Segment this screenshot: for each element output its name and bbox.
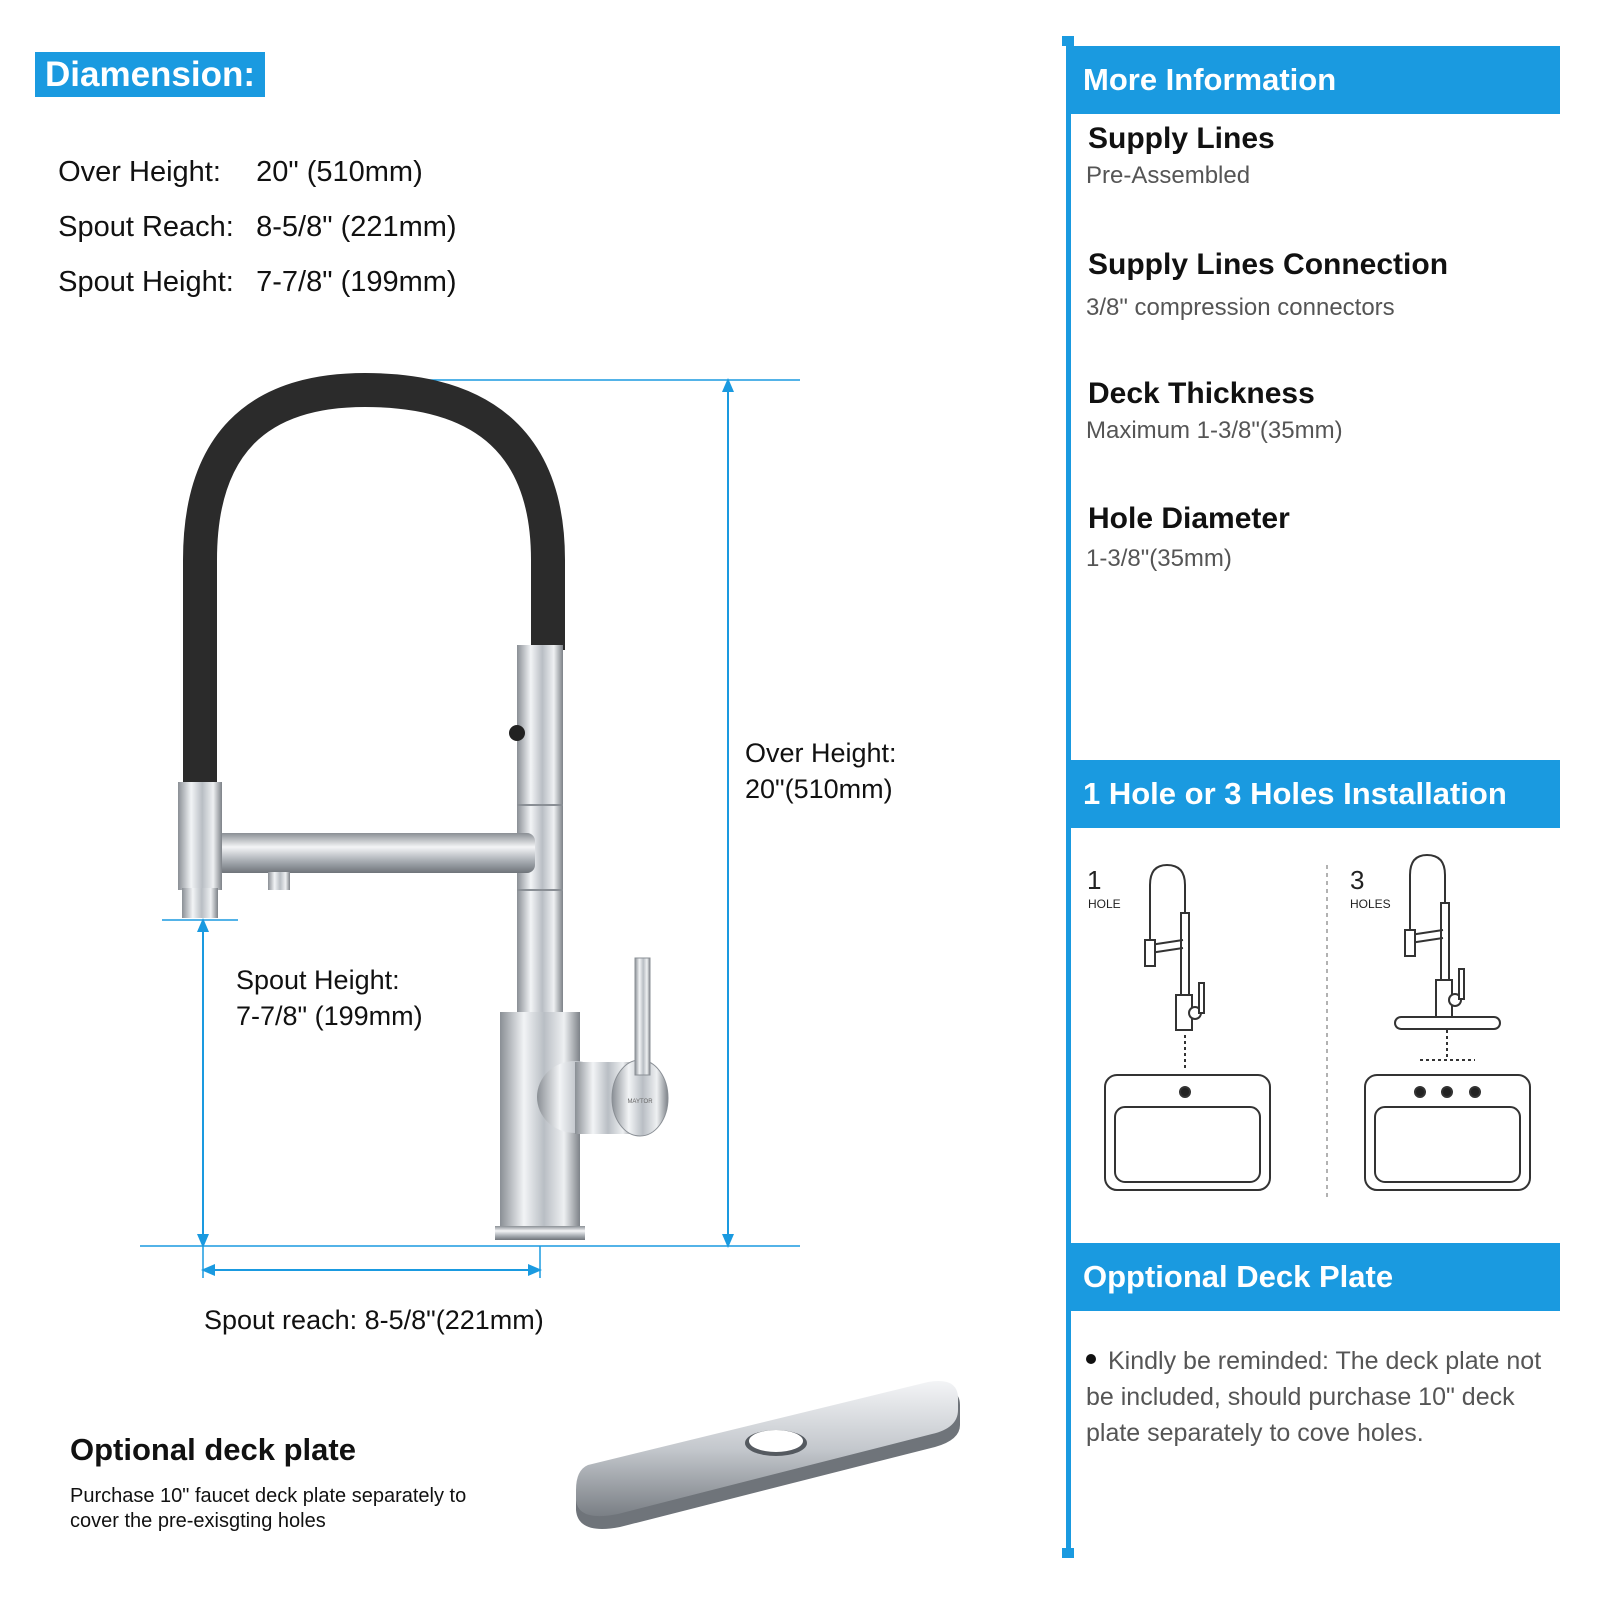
callout-line: Over Height: — [745, 738, 897, 768]
bullet-icon — [1086, 1354, 1096, 1364]
spec-label: Spout Reach: — [58, 211, 234, 243]
one-hole-faucet-icon — [1105, 865, 1270, 1190]
callout-line: 7-7/8" (199mm) — [236, 1001, 423, 1031]
callout-line: 20"(510mm) — [745, 774, 893, 804]
callout-spout-height — [236, 962, 423, 1034]
three-holes-faucet-icon — [1365, 855, 1530, 1190]
faucet-arm — [215, 833, 535, 873]
info-label-deck-thickness: Deck Thickness — [1088, 377, 1315, 410]
handle-lever — [635, 958, 650, 1075]
dimension-lines — [140, 378, 800, 1278]
three-holes-caption: HOLES — [1350, 897, 1391, 911]
divider-cap-bottom — [1062, 1548, 1074, 1558]
installation-header: 1 Hole or 3 Holes Installation — [1071, 760, 1560, 828]
divider-cap-top — [1062, 36, 1074, 46]
info-label-hole-diameter: Hole Diameter — [1088, 502, 1290, 535]
info-value-supply-lines-connection: 3/8" compression connectors — [1086, 294, 1395, 321]
hose — [200, 390, 548, 790]
spec-label: Over Height: — [58, 156, 221, 188]
deck-plate-image — [576, 1381, 960, 1529]
info-value-deck-thickness: Maximum 1-3/8"(35mm) — [1086, 417, 1343, 444]
three-holes-number: 3 — [1350, 865, 1365, 895]
dimension-title: Diamension: — [35, 52, 265, 97]
callout-spout-reach: Spout reach: 8-5/8"(221mm) — [204, 1305, 544, 1335]
info-value-supply-lines: Pre-Assembled — [1086, 162, 1251, 189]
callout-line: Spout Height: — [236, 965, 400, 995]
deck-plate-note-text: Kindly be reminded: The deck plate not be included, should purchase 10" deck plate separately to cove holes. — [1086, 1347, 1542, 1447]
spray-head — [178, 782, 222, 890]
callout-over-height — [745, 735, 897, 807]
info-value-hole-diameter: 1-3/8"(35mm) — [1086, 545, 1232, 572]
deck-plate-note — [1086, 1343, 1546, 1451]
installation-diagrams — [1075, 845, 1560, 1205]
deck-plate-title: Optional deck plate — [70, 1432, 356, 1467]
one-hole-caption: HOLE — [1088, 897, 1121, 911]
spec-value: 7-7/8" (199mm) — [256, 266, 457, 298]
spec-label: Spout Height: — [58, 266, 234, 298]
deck-plate-description: Purchase 10" faucet deck plate separately to cover the pre-exisgting holes — [70, 1485, 467, 1532]
one-hole-number: 1 — [1087, 865, 1102, 895]
optional-deck-plate-header: Opptional Deck Plate — [1071, 1243, 1560, 1311]
spec-value: 20" (510mm) — [256, 156, 423, 188]
faucet-brand: MAYTOR — [627, 1099, 653, 1105]
more-information-header: More Information — [1071, 46, 1560, 114]
spec-value: 8-5/8" (221mm) — [256, 211, 457, 243]
faucet-column — [517, 645, 563, 1020]
info-label-supply-lines-connection: Supply Lines Connection — [1088, 248, 1449, 281]
info-label-supply-lines: Supply Lines — [1088, 122, 1275, 155]
